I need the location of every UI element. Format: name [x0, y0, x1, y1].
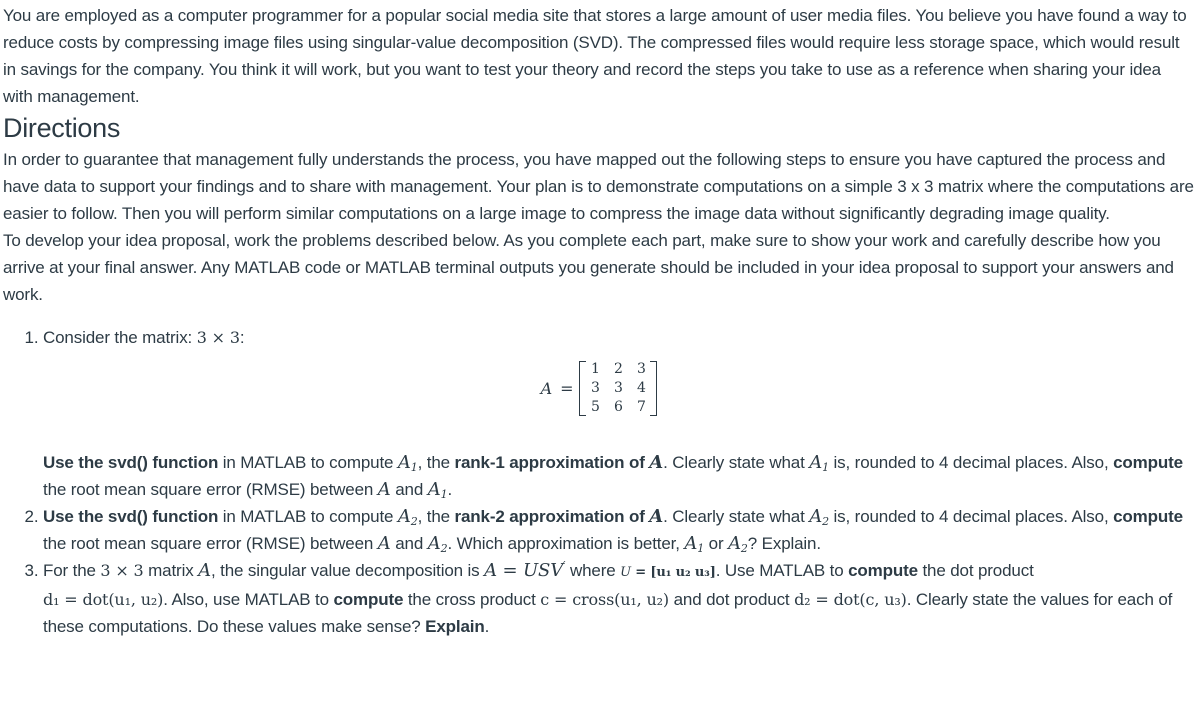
math-a	[398, 452, 418, 473]
math-svd-equation	[484, 560, 565, 581]
svd-equation: A = USV	[484, 560, 564, 581]
math-a	[809, 506, 829, 527]
matrix-cell: 7	[636, 398, 646, 415]
matrix-cell: 3	[636, 360, 646, 377]
problem-1-text: in MATLAB to compute	[218, 453, 398, 472]
problem-3-bold-compute: compute	[333, 590, 404, 609]
matrix-cell: 6	[613, 398, 623, 415]
problem-list	[3, 324, 1195, 640]
problem-2-text: in MATLAB to compute	[218, 507, 398, 526]
math-symbol: A	[649, 452, 664, 473]
problem-3-text: matrix	[143, 561, 199, 580]
problem-2-text: or	[704, 534, 729, 553]
problem-2-bold-svd: Use the svd() function	[43, 507, 219, 526]
math-symbol: A	[649, 506, 664, 527]
problem-3-dims: 3 × 3	[100, 561, 144, 580]
matrix-a	[579, 360, 657, 417]
matrix-name: A	[540, 378, 553, 398]
matrix-display	[3, 357, 1195, 419]
problem-3-bold-compute: compute	[848, 561, 918, 580]
math-cross: c = cross(u₁, u₂)	[540, 590, 670, 609]
problem-3-text: the dot product	[917, 561, 1034, 580]
problem-3	[43, 557, 1195, 640]
math-d1: d₁ = dot(u₁, u₂)	[43, 590, 164, 609]
bold-text: rank-2 approximation of	[454, 507, 650, 526]
math-symbol: U	[620, 565, 631, 580]
matrix-cell: 4	[636, 379, 646, 396]
problem-1-text: is, rounded to 4 decimal places. Also,	[828, 453, 1114, 472]
math-a	[809, 452, 829, 473]
math-symbol: A	[427, 479, 441, 500]
problem-2-text: the root mean square error (RMSE) between	[43, 534, 378, 553]
problem-3-text: . Also, use MATLAB to	[163, 590, 334, 609]
transpose-mark: ′	[563, 559, 566, 572]
math-subscript: 1	[410, 461, 418, 474]
math-symbol: A	[377, 479, 391, 500]
problem-2-text: and	[390, 534, 428, 553]
math-symbol: A	[728, 533, 741, 554]
math-subscript: 1	[697, 542, 705, 555]
problem-3-bold-explain: Explain	[425, 617, 485, 636]
math-a	[684, 533, 704, 554]
problem-1-text: .	[447, 480, 453, 499]
matrix-cell: 3	[613, 379, 623, 396]
problem-3-text: . Clearly state the values for each of these computations. Do these values make sense?	[43, 590, 1173, 636]
problem-1-bold-compute: compute	[1113, 453, 1183, 472]
problem-3-text: .	[484, 617, 490, 636]
math-subscript: 1	[440, 488, 448, 501]
problem-3-text: , the singular value decomposition is	[210, 561, 485, 580]
math-a	[428, 479, 448, 500]
math-symbol: A	[684, 533, 698, 554]
math-a	[428, 533, 448, 554]
matrix-equals: =	[560, 378, 574, 398]
matrix-cell: 1	[590, 360, 600, 377]
math-a	[728, 533, 748, 554]
intro-paragraph: You are employed as a computer programmer for a popular social media site that stores a large amount of user media files. You believe you have found a way to reduce costs by compressing image files using singular-value decomposition (SVD). The compressed files would require less storage space, which would result in savings for the company. You think it will work, but you want to test your theory and record the steps you take to use as a reference when sharing your idea with management.	[3, 6, 1187, 106]
matrix-cell: 3	[590, 379, 600, 396]
math-symbol: A	[809, 506, 823, 527]
problem-3-text: . Use MATLAB to	[715, 561, 849, 580]
math-subscript: 2	[440, 542, 448, 555]
directions-paragraph-1: In order to guarantee that management fully understands the process, you have mapped out the following steps to ensure you have captured the process and have data to support your findings and to share with management. Your plan is to demonstrate computations on a simple 3 x 3 matrix where the computations are easier to follow. Then you will perform similar computations on a large image to compress the image data without significantly degrading image quality.	[3, 150, 1194, 223]
problem-3-text: the cross product	[403, 590, 541, 609]
problem-3-text: For the	[43, 561, 101, 580]
problem-1-text: , the	[417, 453, 455, 472]
problem-1-text: the root mean square error (RMSE) between	[43, 480, 378, 499]
directions-heading: Directions	[3, 113, 121, 143]
math-u-definition	[620, 565, 716, 580]
directions-paragraph-2: To develop your idea proposal, work the problems described below. As you complete each part, make sure to show your work and carefully describe how you arrive at your final answer. Any MATLAB code or MATLAB terminal outputs you generate should be included in your idea proposal to support your answers and work.	[3, 231, 1174, 304]
matrix-cell: 5	[590, 398, 600, 415]
math-d2: d₂ = dot(c, u₃)	[794, 590, 907, 609]
problem-1-text: . Clearly state what	[663, 453, 810, 472]
bold-text: rank-1 approximation of	[454, 453, 650, 472]
math-subscript: 2	[740, 542, 748, 555]
matrix-cell: 2	[613, 360, 623, 377]
u-columns: = [u₁ u₂ u₃]	[630, 565, 716, 580]
problem-1-body	[43, 449, 1195, 503]
math-symbol: A	[809, 452, 823, 473]
math-subscript: 2	[822, 515, 829, 528]
problem-2-text: is, rounded to 4 decimal places. Also,	[828, 507, 1114, 526]
problem-2-text: . Which approximation is better,	[447, 534, 685, 553]
problem-2-text: ? Explain.	[747, 534, 821, 553]
problem-1-bold-rank	[455, 453, 664, 472]
problem-1-text: and	[390, 480, 428, 499]
math-symbol: A	[377, 533, 391, 554]
math-symbol: A	[397, 506, 411, 527]
problem-2	[43, 503, 1195, 557]
problem-2-text: , the	[417, 507, 455, 526]
problem-2-text: . Clearly state what	[663, 507, 810, 526]
problem-1-bold-svd: Use the svd() function	[43, 453, 219, 472]
problem-2-bold-rank	[455, 507, 664, 526]
math-subscript: 1	[822, 461, 829, 474]
problem-1-colon: :	[239, 328, 245, 347]
problem-2-bold-compute: compute	[1113, 507, 1183, 526]
math-symbol: A	[427, 533, 441, 554]
math-symbol: A	[397, 452, 411, 473]
problem-1-dims: 3 × 3	[196, 328, 240, 347]
problem-1	[43, 324, 1195, 503]
problem-3-text: where	[565, 561, 621, 580]
problem-1-lead: Consider the matrix:	[43, 328, 197, 347]
math-subscript: 2	[410, 515, 418, 528]
problem-3-text: and dot product	[669, 590, 795, 609]
math-a	[398, 506, 418, 527]
math-symbol: A	[198, 560, 211, 581]
